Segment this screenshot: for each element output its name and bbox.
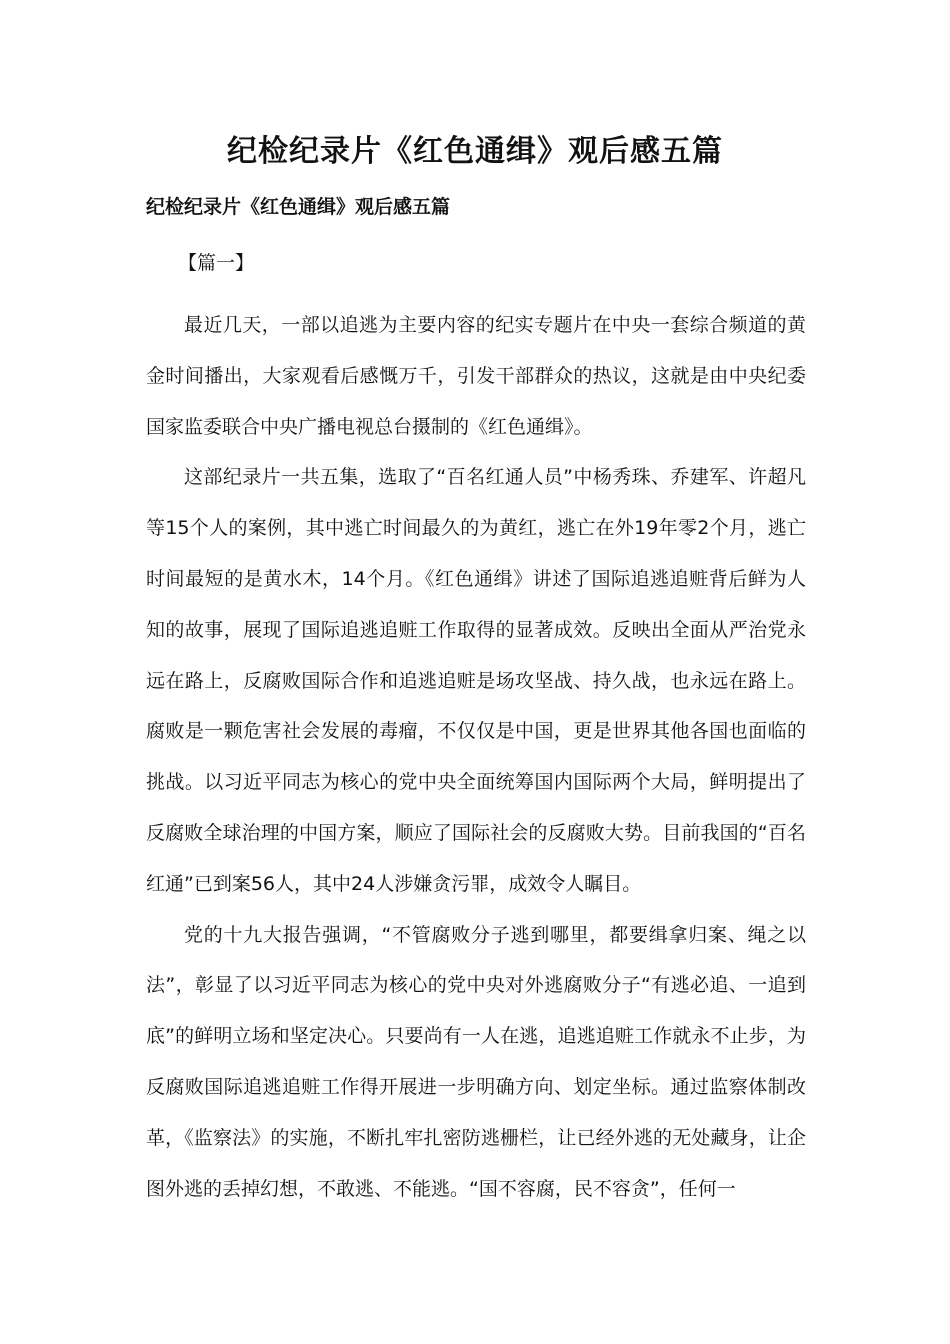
paragraph: 党的十九大报告强调，“不管腐败分子逃到哪里，都要缉拿归案、绳之以法”，彰显了以习近平同志为核心的党中央对外逃腐败分子“有逃必追、一追到底”的鲜明立场和坚定决心。只要尚有一人在逃，追逃追赃工作就永不止步，为反腐败国际追逃追赃工作得开展进一步明确方向、划定坐标。通过监察体制改革，《监察法》的实施，不断扎牢扎密防逃栅栏，让已经外逃的无处藏身，让企图外逃的丢掉幻想，不敢逃、不能逃。“国不容腐，民不容贪”，任何一 bbox=[146, 923, 806, 1200]
paragraph: 这部纪录片一共五集，选取了“百名红通人员”中杨秀珠、乔建军、许超凡等15个人的案例，其中逃亡时间最久的为黄红，逃亡在外19年零2个月，逃亡时间最短的是黄水木，14个月。《红色通缉》讲述了国际追逃追赃背后鲜为人知的故事，展现了国际追逃追赃工作取得的显著成效。反映出全面从严治党永远在路上，反腐败国际合作和追逃追赃是场攻坚战、持久战，也永远在路上。腐败是一颗危害社会发展的毒瘤，不仅仅是中国，更是世界其他各国也面临的挑战。以习近平同志为核心的党中央全面统筹国内国际两个大局，鲜明提出了反腐败全球治理的中国方案，顺应了国际社会的反腐败大势。目前我国的“百名红通”已到案56人，其中24人涉嫌贪污罪，成效令人瞩目。 bbox=[146, 466, 806, 895]
paragraph: 最近几天，一部以追逃为主要内容的纪实专题片在中央一套综合频道的黄金时间播出，大家观看后感慨万千，引发干部群众的热议，这就是由中央纪委国家监委联合中央广播电视总台摄制的《红色通缉》。 bbox=[146, 314, 806, 438]
document-title: 纪检纪录片《红色通缉》观后感五篇 bbox=[227, 134, 723, 169]
body-text bbox=[146, 300, 806, 1214]
section-label: 【篇一】 bbox=[178, 252, 255, 274]
document-subtitle: 纪检纪录片《红色通缉》观后感五篇 bbox=[146, 196, 451, 218]
